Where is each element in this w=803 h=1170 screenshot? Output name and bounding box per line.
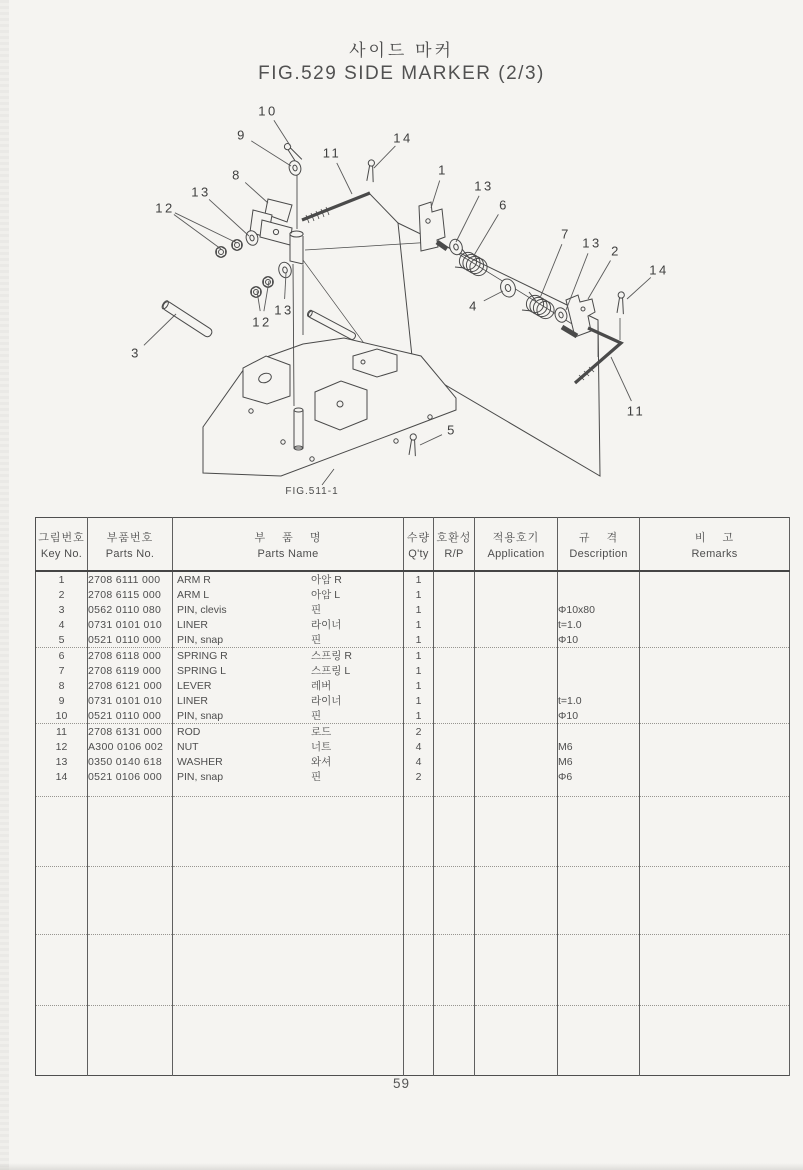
empty-cell — [36, 1005, 88, 1075]
parts-group-1 — [36, 571, 790, 648]
table-row — [36, 571, 790, 587]
cell-qty: 1 — [404, 571, 434, 587]
callout-number: 11 — [626, 403, 646, 419]
cell-qty: 4 — [404, 739, 434, 754]
parts-group-3 — [36, 724, 790, 797]
cell-parts-name — [173, 602, 404, 617]
empty-cell — [36, 784, 88, 796]
part-name-ko: 아암 L — [311, 589, 341, 601]
callout-number: 7 — [561, 226, 571, 242]
part-name-ko: 핀 — [311, 771, 322, 783]
cell-application — [475, 663, 558, 678]
part-name-en: ARM L — [177, 589, 210, 601]
cell-rp — [434, 617, 475, 632]
part-name-ko: 라이너 — [311, 619, 342, 631]
callout-leader-line — [484, 291, 503, 301]
part-name-ko: 스프링 R — [311, 650, 352, 662]
cell-application — [475, 571, 558, 587]
empty-row — [36, 784, 790, 796]
cell-key-no: 10 — [36, 708, 88, 724]
cell-application — [475, 693, 558, 708]
callout-leader-line — [431, 181, 440, 209]
cell-parts-no: 2708 6115 000 — [88, 587, 173, 602]
cell-parts-no: 0350 0140 618 — [88, 754, 173, 769]
plate-bracket-right — [315, 381, 367, 430]
cell-parts-name — [173, 571, 404, 587]
empty-cell — [475, 784, 558, 796]
table-row — [36, 739, 790, 754]
cell-remarks — [640, 769, 790, 784]
empty-cell — [88, 796, 173, 866]
cell-qty: 2 — [404, 724, 434, 740]
pin-snap-10 — [283, 142, 302, 163]
cell-remarks — [640, 632, 790, 648]
part-name-en: LINER — [177, 619, 208, 631]
cell-key-no: 9 — [36, 693, 88, 708]
empty-row — [36, 796, 790, 866]
scan-bottom-shadow — [0, 1163, 803, 1170]
part-name-en: PIN, snap — [177, 710, 224, 722]
callout-leader-line — [245, 182, 268, 203]
empty-cell — [640, 796, 790, 866]
callout-leader-line — [588, 261, 611, 300]
plate-bracket-left — [243, 356, 290, 404]
callout-number: 13 — [582, 235, 602, 251]
callout-leader-line — [456, 196, 479, 242]
cell-parts-name — [173, 708, 404, 724]
table-row — [36, 602, 790, 617]
cell-description — [558, 571, 640, 587]
callout-leader-line — [611, 357, 631, 401]
nut-12a — [216, 247, 227, 258]
cell-remarks — [640, 617, 790, 632]
cell-description: t=1.0 — [558, 617, 640, 632]
part-name-en: ROD — [177, 726, 201, 738]
empty-cell — [88, 934, 173, 1005]
cell-key-no: 5 — [36, 632, 88, 648]
part-name-en: WASHER — [177, 756, 223, 768]
part-name-ko: 스프링 L — [311, 665, 351, 677]
callout-number: 1 — [438, 162, 448, 178]
table-row — [36, 678, 790, 693]
cell-remarks — [640, 571, 790, 587]
callout-leader-line — [274, 120, 291, 147]
table-row — [36, 724, 790, 740]
col-header-parts-name: 부 품 명 Parts Name — [173, 518, 404, 572]
empty-cell — [640, 866, 790, 934]
cell-description — [558, 678, 640, 693]
empty-cell — [88, 1005, 173, 1075]
callout-leader-line — [473, 214, 498, 257]
part-name-en: PIN, snap — [177, 771, 224, 783]
cell-parts-no: 2708 6131 000 — [88, 724, 173, 740]
figure-ref-leader — [322, 469, 334, 485]
cell-qty: 1 — [404, 617, 434, 632]
cell-description — [558, 648, 640, 664]
cell-remarks — [640, 587, 790, 602]
cell-parts-no: 0731 0101 010 — [88, 693, 173, 708]
empty-cell — [475, 934, 558, 1005]
empty-group-3 — [36, 934, 790, 1005]
empty-cell — [173, 784, 404, 796]
part-name-ko: 로드 — [311, 726, 332, 738]
cell-parts-name — [173, 769, 404, 784]
empty-cell — [404, 784, 434, 796]
callout-leader-line — [627, 277, 651, 299]
cell-remarks — [640, 678, 790, 693]
part-name-en: SPRING R — [177, 650, 228, 662]
cell-qty: 1 — [404, 587, 434, 602]
callout-number: 13 — [474, 178, 494, 194]
empty-cell — [36, 866, 88, 934]
empty-cell — [475, 1005, 558, 1075]
cell-application — [475, 587, 558, 602]
part-name-ko: 핀 — [311, 710, 322, 722]
empty-cell — [558, 1005, 640, 1075]
cell-parts-no: 0521 0110 000 — [88, 708, 173, 724]
pin-clevis-3 — [161, 300, 214, 339]
cell-parts-no: 0731 0101 010 — [88, 617, 173, 632]
empty-cell — [640, 934, 790, 1005]
cell-description — [558, 663, 640, 678]
callout-number: 13 — [191, 184, 211, 200]
cell-parts-no: 0521 0106 000 — [88, 769, 173, 784]
cell-application — [475, 617, 558, 632]
cell-qty: 4 — [404, 754, 434, 769]
empty-group-2 — [36, 866, 790, 934]
cell-key-no: 11 — [36, 724, 88, 740]
cell-remarks — [640, 724, 790, 740]
empty-cell — [173, 1005, 404, 1075]
callout-leader-line — [337, 163, 352, 194]
empty-cell — [475, 866, 558, 934]
cell-key-no: 13 — [36, 754, 88, 769]
col-header-qty: 수량 Q'ty — [404, 518, 434, 572]
callout-number: 11 — [322, 145, 342, 161]
cell-parts-name — [173, 663, 404, 678]
empty-cell — [558, 934, 640, 1005]
cell-parts-name — [173, 724, 404, 740]
col-header-parts-no: 부품번호 Parts No. — [88, 518, 173, 572]
exploded-parts-diagram — [0, 95, 803, 510]
cell-rp — [434, 693, 475, 708]
cell-description: Φ6 — [558, 769, 640, 784]
callout-number: 10 — [258, 103, 278, 119]
callout-number: 14 — [649, 262, 669, 278]
empty-cell — [558, 796, 640, 866]
cell-application — [475, 724, 558, 740]
empty-cell — [475, 796, 558, 866]
cell-parts-name — [173, 739, 404, 754]
cell-qty: 1 — [404, 648, 434, 664]
cell-key-no: 8 — [36, 678, 88, 693]
table-row — [36, 693, 790, 708]
cell-parts-no: 2708 6111 000 — [88, 571, 173, 587]
part-name-en: SPRING L — [177, 665, 227, 677]
cell-description: Φ10x80 — [558, 602, 640, 617]
empty-cell — [36, 934, 88, 1005]
table-row — [36, 632, 790, 648]
rod-11-left — [302, 193, 370, 223]
part-name-en: ARM R — [177, 574, 211, 586]
empty-cell — [36, 796, 88, 866]
part-name-en: LEVER — [177, 680, 212, 692]
cell-application — [475, 632, 558, 648]
assembly-axis-line-left — [305, 242, 434, 250]
empty-cell — [173, 796, 404, 866]
cell-application — [475, 648, 558, 664]
empty-cell — [404, 1005, 434, 1075]
col-header-rp: 호환성 R/P — [434, 518, 475, 572]
table-row — [36, 769, 790, 784]
cell-description: M6 — [558, 754, 640, 769]
cell-parts-name — [173, 693, 404, 708]
cell-key-no: 6 — [36, 648, 88, 664]
page-title-korean: 사이드 마커 — [349, 41, 454, 60]
cell-rp — [434, 678, 475, 693]
cell-parts-name — [173, 648, 404, 664]
cell-parts-no: 0562 0110 080 — [88, 602, 173, 617]
cell-key-no: 12 — [36, 739, 88, 754]
cell-remarks — [640, 754, 790, 769]
empty-cell — [173, 934, 404, 1005]
cell-rp — [434, 571, 475, 587]
callout-number: 2 — [611, 243, 621, 259]
washer-13b — [277, 261, 293, 279]
cell-parts-no: 2708 6118 000 — [88, 648, 173, 664]
empty-group-4 — [36, 1005, 790, 1075]
callout-leader-line — [374, 146, 395, 168]
empty-cell — [434, 796, 475, 866]
cell-description: Φ10 — [558, 708, 640, 724]
cell-description: t=1.0 — [558, 693, 640, 708]
part-name-en: NUT — [177, 741, 199, 753]
table-row — [36, 648, 790, 664]
parts-group-2 — [36, 648, 790, 724]
table-row — [36, 663, 790, 678]
callout-leader-line — [144, 314, 176, 345]
cell-application — [475, 678, 558, 693]
empty-cell — [88, 866, 173, 934]
cell-rp — [434, 739, 475, 754]
empty-cell — [640, 784, 790, 796]
figure-title: FIG.529 SIDE MARKER (2/3) — [258, 63, 545, 84]
cell-description — [558, 724, 640, 740]
cell-application — [475, 754, 558, 769]
cell-rp — [434, 602, 475, 617]
cell-description — [558, 587, 640, 602]
pin-snap-14-right — [617, 292, 624, 314]
pin-snap-5 — [409, 434, 416, 456]
empty-row — [36, 866, 790, 934]
cell-qty: 1 — [404, 708, 434, 724]
cell-qty: 1 — [404, 678, 434, 693]
empty-cell — [434, 1005, 475, 1075]
cell-qty: 2 — [404, 769, 434, 784]
callout-number: 12 — [155, 200, 175, 216]
cell-rp — [434, 632, 475, 648]
cell-key-no: 2 — [36, 587, 88, 602]
callout-leader-line — [540, 244, 562, 298]
cell-parts-name — [173, 632, 404, 648]
cell-key-no: 7 — [36, 663, 88, 678]
part-name-en: PIN, snap — [177, 634, 224, 646]
empty-cell — [558, 866, 640, 934]
callout-number: 4 — [469, 298, 479, 314]
empty-cell — [558, 784, 640, 796]
cell-parts-name — [173, 587, 404, 602]
cell-key-no: 4 — [36, 617, 88, 632]
nut-12c — [251, 287, 262, 298]
cell-remarks — [640, 648, 790, 664]
col-header-remarks: 비 고 Remarks — [640, 518, 790, 572]
col-header-description: 규 격 Description — [558, 518, 640, 572]
part-name-en: LINER — [177, 695, 208, 707]
page-number: 59 — [392, 1076, 411, 1091]
part-name-ko: 너트 — [311, 741, 332, 753]
empty-cell — [404, 866, 434, 934]
cell-rp — [434, 648, 475, 664]
cell-rp — [434, 754, 475, 769]
empty-row — [36, 1005, 790, 1075]
clevis-post — [294, 408, 303, 450]
callout-number: 14 — [393, 130, 413, 146]
cell-parts-no: 2708 6119 000 — [88, 663, 173, 678]
empty-cell — [404, 796, 434, 866]
cell-key-no: 1 — [36, 571, 88, 587]
empty-cell — [434, 784, 475, 796]
empty-cell — [88, 784, 173, 796]
part-name-ko: 레버 — [311, 680, 332, 692]
part-name-ko: 핀 — [311, 634, 322, 646]
empty-cell — [434, 866, 475, 934]
cell-parts-no: 2708 6121 000 — [88, 678, 173, 693]
cell-parts-name — [173, 617, 404, 632]
cell-description: M6 — [558, 739, 640, 754]
part-name-ko: 아암 R — [311, 574, 342, 586]
plate-handle-bar — [306, 309, 356, 340]
cell-qty: 1 — [404, 663, 434, 678]
figure-ref-label: FIG.511-1 — [285, 486, 339, 497]
callout-number: 5 — [447, 422, 457, 438]
lever-pivot-cylinder — [290, 231, 303, 264]
cell-rp — [434, 769, 475, 784]
part-name-en: PIN, clevis — [177, 604, 227, 616]
callout-number: 3 — [131, 345, 141, 361]
cell-application — [475, 769, 558, 784]
cell-parts-name — [173, 678, 404, 693]
cell-application — [475, 602, 558, 617]
cell-description: Φ10 — [558, 632, 640, 648]
callout-number: 12 — [252, 314, 272, 330]
cell-remarks — [640, 602, 790, 617]
parts-table — [35, 517, 790, 1076]
col-header-application: 적용호기 Application — [475, 518, 558, 572]
table-row — [36, 617, 790, 632]
cell-rp — [434, 724, 475, 740]
arm-r-1 — [419, 202, 447, 251]
cell-parts-name — [173, 754, 404, 769]
cell-application — [475, 708, 558, 724]
part-name-ko: 핀 — [311, 604, 322, 616]
callout-number: 6 — [499, 197, 509, 213]
cell-parts-no: 0521 0110 000 — [88, 632, 173, 648]
table-row — [36, 708, 790, 724]
empty-cell — [434, 934, 475, 1005]
pin-snap-14-left — [367, 160, 375, 182]
cell-remarks — [640, 663, 790, 678]
col-header-key-no: 그림번호 Key No. — [36, 518, 88, 572]
empty-row — [36, 934, 790, 1005]
part-name-ko: 라이너 — [311, 695, 342, 707]
table-row — [36, 587, 790, 602]
cell-key-no: 3 — [36, 602, 88, 617]
cell-rp — [434, 663, 475, 678]
cell-remarks — [640, 708, 790, 724]
cell-remarks — [640, 739, 790, 754]
empty-cell — [404, 934, 434, 1005]
cell-rp — [434, 587, 475, 602]
cell-qty: 1 — [404, 693, 434, 708]
cell-key-no: 14 — [36, 769, 88, 784]
cell-qty: 1 — [404, 602, 434, 617]
cell-qty: 1 — [404, 632, 434, 648]
empty-cell — [640, 1005, 790, 1075]
callout-number: 13 — [274, 302, 294, 318]
cell-rp — [434, 708, 475, 724]
liner-9 — [288, 159, 303, 176]
table-row — [36, 754, 790, 769]
cell-parts-no: A300 0106 002 — [88, 739, 173, 754]
part-name-ko: 와셔 — [311, 756, 332, 768]
callout-number: 8 — [232, 167, 242, 183]
callout-number: 9 — [237, 127, 247, 143]
cell-remarks — [640, 693, 790, 708]
callout-leader-line — [420, 435, 442, 445]
empty-cell — [173, 866, 404, 934]
callout-leader-line — [209, 199, 249, 236]
cell-application — [475, 739, 558, 754]
parts-table-header — [36, 518, 790, 572]
empty-group-1 — [36, 796, 790, 866]
